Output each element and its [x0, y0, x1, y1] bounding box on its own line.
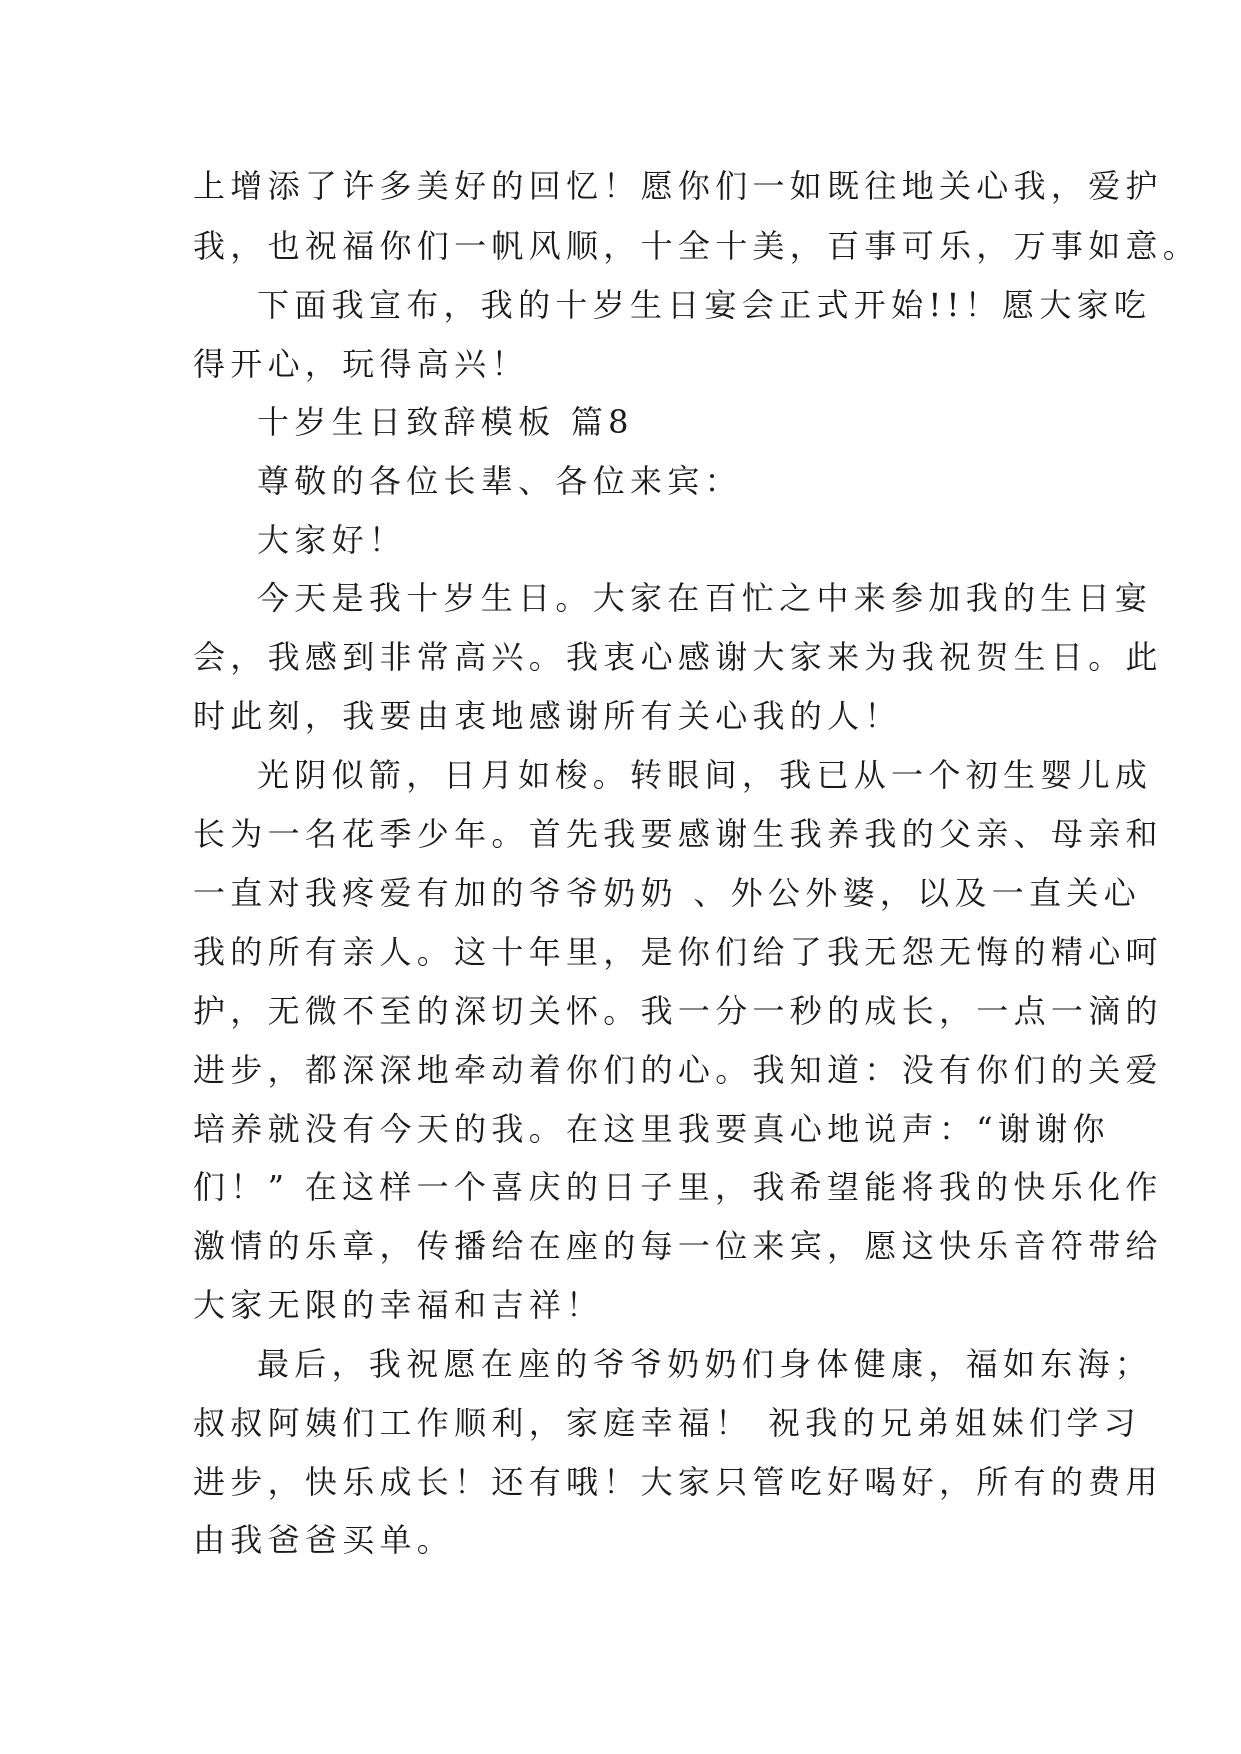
- paragraph-start: 今天是我十岁生日。大家在百忙之中来参加我的生日宴: [257, 579, 1153, 617]
- text-line: 长为一名花季少年。首先我要感谢生我养我的父亲、母亲和: [193, 815, 1163, 853]
- text-line: 进步，都深深地牵动着你们的心。我知道：没有你们的关爱: [193, 1051, 1163, 1089]
- text-line: 得开心，玩得高兴！: [193, 345, 529, 383]
- paragraph-start: 下面我宣布，我的十岁生日宴会正式开始!!！愿大家吃: [257, 286, 1152, 324]
- text-line: 叔叔阿姨们工作顺利，家庭幸福！ 祝我的兄弟姐妹们学习: [193, 1404, 1141, 1442]
- text-line: 护，无微不至的深切关怀。我一分一秒的成长，一点一滴的: [193, 992, 1163, 1030]
- text-line: 们！” 在这样一个喜庆的日子里，我希望能将我的快乐化作: [193, 1168, 1163, 1206]
- section-heading: 十岁生日致辞模板 篇8: [257, 403, 634, 441]
- text-line: 会，我感到非常高兴。我衷心感谢大家来为我祝贺生日。此: [193, 638, 1163, 676]
- text-line: 我的所有亲人。这十年里，是你们给了我无怨无悔的精心呵: [193, 933, 1163, 971]
- text-line: 激情的乐章，传播给在座的每一位来宾，愿这快乐音符带给: [193, 1227, 1163, 1265]
- text-line: 时此刻，我要由衷地感谢所有关心我的人！: [193, 697, 902, 735]
- greeting: 大家好！: [257, 521, 407, 559]
- text-line: 上增添了许多美好的回忆！愿你们一如既往地关心我，爱护: [193, 167, 1163, 205]
- paragraph-start: 光阴似箭，日月如梭。转眼间，我已从一个初生婴儿成: [257, 756, 1153, 794]
- text-line: 一直对我疼爱有加的爷爷奶奶 、外公外婆，以及一直关心: [193, 874, 1141, 912]
- text-line: 大家无限的幸福和吉祥！: [193, 1286, 604, 1324]
- text-line: 培养就没有今天的我。在这里我要真心地说声：“谢谢你: [193, 1110, 1110, 1148]
- text-line: 由我爸爸买单。: [193, 1521, 455, 1559]
- text-line: 我，也祝福你们一帆风顺，十全十美，百事可乐，万事如意。: [193, 227, 1201, 265]
- text-line: 进步，快乐成长！还有哦！大家只管吃好喝好，所有的费用: [193, 1463, 1163, 1501]
- salutation: 尊敬的各位长辈、各位来宾：: [257, 462, 742, 500]
- paragraph-start: 最后，我祝愿在座的爷爷奶奶们身体健康，福如东海；: [257, 1345, 1153, 1383]
